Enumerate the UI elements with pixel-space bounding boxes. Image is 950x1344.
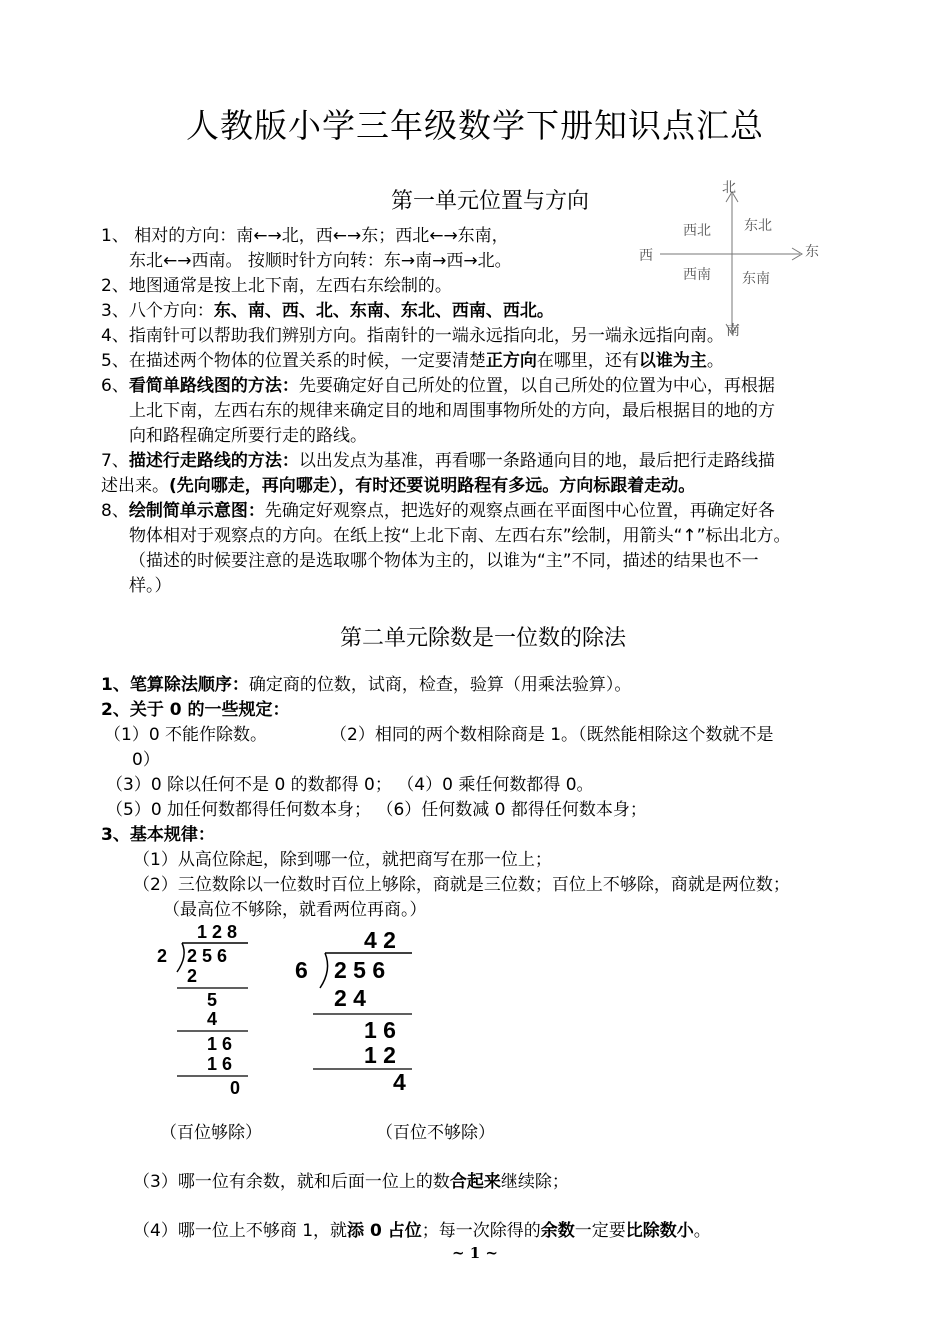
compass-southeast: 东南 — [742, 271, 770, 287]
u2-rule3-item3: （3）哪一位有余数，就和后面一位上的数合起来继续除； — [133, 1172, 569, 1192]
compass-diagram — [632, 172, 832, 342]
compass-northeast: 东北 — [744, 218, 772, 234]
u1-p3: 3、八个方向：东、南、西、北、东南、东北、西南、西北。 — [101, 301, 554, 321]
u1-p8-line2: 物体相对于观察点的方向。在纸上按“上北下南、左西右东”绘制，用箭头“↑”标出北方。 — [129, 526, 791, 546]
unit1-title: 第一单元位置与方向 — [391, 189, 590, 214]
compass-west: 西 — [639, 248, 653, 264]
div1-step-1: 2 — [187, 966, 198, 986]
u1-p5: 5、在描述两个物体的位置关系的时候，一定要清楚正方向在哪里，还有以谁为主。 — [101, 351, 724, 371]
u1-p2: 2、地图通常是按上北下南，左西右东绘制的。 — [101, 276, 452, 296]
u1-p1-line2: 东北←→西南。 按顺时针方向转：东→南→西→北。 — [129, 251, 512, 271]
div2-divisor: 6 — [295, 957, 308, 983]
div1-divisor: 2 — [157, 946, 168, 966]
u1-p8-line3: （描述的时候要注意的是选取哪个物体为主的，以谁为“主”不同，描述的结果也不一 — [129, 551, 759, 571]
u2-rule1: 1、笔算除法顺序：确定商的位数，试商，检查，验算（用乘法验算）。 — [101, 675, 632, 695]
div2-step-1: 2 4 — [334, 985, 366, 1011]
div1-step-5: 1 6 — [207, 1054, 233, 1074]
u1-p6-line1: 6、看简单路线图的方法：先要确定好自己所处的位置，以自己所处的位置为中心，再根据 — [101, 376, 775, 396]
u2-rule2-item2-cont: 0） — [132, 750, 160, 770]
compass-northwest: 西北 — [683, 223, 711, 239]
u2-rule2-title: 2、关于 0 的一些规定： — [101, 700, 290, 720]
compass-southwest: 西南 — [683, 267, 711, 283]
u2-rule3-item2-note: （最高位不够除，就看两位再商。） — [163, 900, 427, 920]
unit2-title: 第二单元除数是一位数的除法 — [340, 626, 627, 651]
compass-axes — [632, 172, 832, 342]
div2-step-3: 1 2 — [364, 1042, 396, 1068]
u1-p1-line1: 1、 相对的方向：南←→北，西←→东；西北←→东南， — [101, 226, 509, 246]
div2-dividend: 2 5 6 — [334, 957, 386, 983]
u2-rule2-item2: （2）相同的两个数相除商是 1。（既然能相除这个数就不是 — [330, 725, 774, 745]
u2-rule3-item1: （1）从高位除起，除到哪一位，就把商写在那一位上； — [133, 850, 552, 870]
div2-step-2: 1 6 — [364, 1017, 396, 1043]
document-title: 人教版小学三年级数学下册知识点汇总 — [186, 106, 764, 145]
div1-quotient: 1 2 8 — [197, 922, 238, 942]
long-division-256-by-2 — [150, 918, 260, 1098]
u2-rule2-line3: （5）0 加任何数都得任何数本身； （6）任何数减 0 都得任何数本身； — [106, 800, 647, 820]
div1-step-2: 5 — [207, 990, 218, 1010]
u2-rule2-line2: （3）0 除以任何不是 0 的数都得 0； （4）0 乘任何数都得 0。 — [106, 775, 594, 795]
div1-step-4: 1 6 — [207, 1034, 233, 1054]
div2-step-4: 4 — [393, 1069, 406, 1095]
long-division-256-by-6 — [290, 920, 425, 1100]
compass-north: 北 — [722, 180, 736, 196]
compass-south: 南 — [726, 323, 740, 339]
div2-caption: （百位不够除） — [376, 1123, 495, 1143]
u2-rule3-item4: （4）哪一位上不够商 1，就添 0 占位；每一次除得的余数一定要比除数小。 — [133, 1221, 711, 1241]
u1-p8-line4: 样。） — [129, 576, 172, 596]
u1-p6-line2: 上北下南，左西右东的规律来确定目的地和周围事物所处的方向，最后根据目的地的方 — [129, 401, 775, 421]
u2-rule3-title: 3、基本规律： — [101, 825, 215, 845]
u1-p7-line1: 7、描述行走路线的方法：以出发点为基准，再看哪一条路通向目的地，最后把行走路线描 — [101, 451, 775, 471]
u1-p7-line2: 述出来。(先向哪走，再向哪走），有时还要说明路程有多远。方向标跟着走动。 — [101, 476, 696, 496]
u1-p8-line1: 8、绘制简单示意图：先确定好观察点，把选好的观察点画在平面图中心位置，再确定好各 — [101, 501, 775, 521]
u2-rule2-item1: （1）0 不能作除数。 — [104, 725, 268, 745]
u1-p6-line3: 向和路程确定所要行走的路线。 — [129, 426, 367, 446]
div1-dividend: 2 5 6 — [187, 946, 228, 966]
page-number: ~ 1 ~ — [451, 1244, 499, 1262]
div1-step-6: 0 — [230, 1078, 241, 1098]
div1-step-3: 4 — [207, 1009, 218, 1029]
u1-p4: 4、指南针可以帮助我们辨别方向。指南针的一端永远指向北，另一端永远指向南。 — [101, 326, 724, 346]
div1-caption: （百位够除） — [160, 1123, 262, 1143]
div2-quotient: 4 2 — [364, 927, 396, 953]
compass-east: 东 — [805, 244, 819, 260]
u2-rule3-item2: （2）三位数除以一位数时百位上够除，商就是三位数；百位上不够除，商就是两位数； — [133, 875, 790, 895]
